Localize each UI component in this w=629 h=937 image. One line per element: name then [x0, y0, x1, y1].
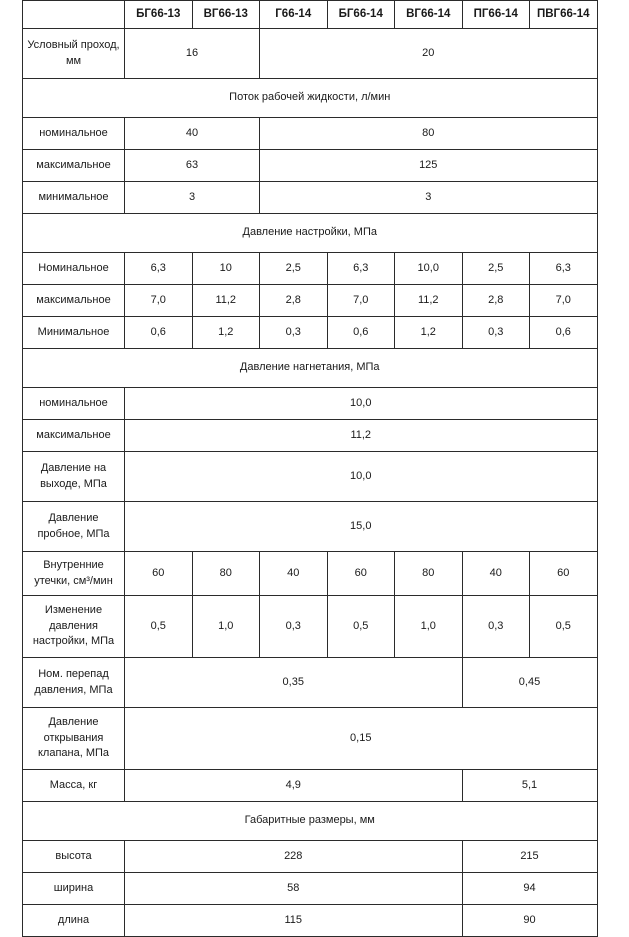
table-cell: 10 [192, 253, 260, 285]
table-cell: 0,3 [462, 596, 530, 658]
section-title: Давление настройки, МПа [23, 214, 598, 253]
table-cell: 60 [530, 552, 598, 596]
row-label: Давление на выходе, МПа [23, 452, 125, 502]
table-cell: 60 [327, 552, 395, 596]
table-cell: 7,0 [125, 285, 193, 317]
table-cell: 1,2 [192, 317, 260, 349]
row-label: максимальное [23, 150, 125, 182]
table-cell: 215 [462, 841, 597, 873]
table-cell: 2,5 [260, 253, 328, 285]
table-cell: 80 [192, 552, 260, 596]
table-cell: 0,6 [327, 317, 395, 349]
table-cell: 2,5 [462, 253, 530, 285]
row-label: Давление пробное, МПа [23, 502, 125, 552]
table-row [23, 502, 598, 552]
column-header-blank [23, 1, 125, 29]
table-cell: 90 [462, 905, 597, 937]
table-row [23, 285, 598, 317]
table-cell: 1,2 [395, 317, 463, 349]
row-label: длина [23, 905, 125, 937]
table-cell: 10,0 [125, 452, 598, 502]
table-row [23, 388, 598, 420]
table-cell: 0,5 [530, 596, 598, 658]
table-cell: 11,2 [395, 285, 463, 317]
specification-table-container [22, 0, 597, 937]
table-cell: 6,3 [530, 253, 598, 285]
table-cell: 6,3 [125, 253, 193, 285]
table-cell: 4,9 [125, 770, 463, 802]
column-header: ВГ66-14 [395, 1, 463, 29]
table-cell: 125 [260, 150, 598, 182]
section-title: Давление нагнетания, МПа [23, 349, 598, 388]
table-cell: 6,3 [327, 253, 395, 285]
table-cell: 15,0 [125, 502, 598, 552]
table-cell: 3 [260, 182, 598, 214]
row-label: Масса, кг [23, 770, 125, 802]
table-row [23, 118, 598, 150]
row-label: ширина [23, 873, 125, 905]
table-row [23, 552, 598, 596]
row-label: Минимальное [23, 317, 125, 349]
row-label: максимальное [23, 420, 125, 452]
table-cell: 0,5 [327, 596, 395, 658]
table-row [23, 452, 598, 502]
table-cell: 40 [125, 118, 260, 150]
row-label: номинальное [23, 118, 125, 150]
table-header-row [23, 1, 598, 29]
table-row [23, 658, 598, 708]
table-cell: 40 [462, 552, 530, 596]
row-label: Внутренние утечки, см³/мин [23, 552, 125, 596]
section-title: Поток рабочей жидкости, л/мин [23, 79, 598, 118]
row-label: высота [23, 841, 125, 873]
row-label: Давление открывания клапана, МПа [23, 708, 125, 770]
table-row [23, 770, 598, 802]
table-cell: 80 [395, 552, 463, 596]
table-cell: 0,3 [462, 317, 530, 349]
row-label: максимальное [23, 285, 125, 317]
row-label: Ном. перепад давления, МПа [23, 658, 125, 708]
table-cell: 0,3 [260, 596, 328, 658]
table-cell: 0,45 [462, 658, 597, 708]
column-header: ВГ66-13 [192, 1, 260, 29]
table-cell: 3 [125, 182, 260, 214]
table-section-row [23, 349, 598, 388]
row-label: номинальное [23, 388, 125, 420]
table-row [23, 150, 598, 182]
row-label: Изменение давления настройки, МПа [23, 596, 125, 658]
table-cell: 94 [462, 873, 597, 905]
table-cell: 10,0 [125, 388, 598, 420]
table-cell: 228 [125, 841, 463, 873]
table-cell: 2,8 [260, 285, 328, 317]
table-cell: 10,0 [395, 253, 463, 285]
table-cell: 60 [125, 552, 193, 596]
table-cell: 1,0 [192, 596, 260, 658]
table-cell: 40 [260, 552, 328, 596]
table-row [23, 29, 598, 79]
specification-table [22, 0, 598, 937]
table-cell: 0,5 [125, 596, 193, 658]
table-row [23, 596, 598, 658]
row-label: минимальное [23, 182, 125, 214]
table-cell: 16 [125, 29, 260, 79]
table-cell: 11,2 [192, 285, 260, 317]
column-header: ПГ66-14 [462, 1, 530, 29]
table-cell: 7,0 [327, 285, 395, 317]
table-row [23, 420, 598, 452]
table-cell: 0,6 [530, 317, 598, 349]
column-header: БГ66-13 [125, 1, 193, 29]
table-cell: 11,2 [125, 420, 598, 452]
table-cell: 20 [260, 29, 598, 79]
column-header: ПВГ66-14 [530, 1, 598, 29]
table-section-row [23, 79, 598, 118]
column-header: БГ66-14 [327, 1, 395, 29]
table-section-row [23, 802, 598, 841]
table-cell: 80 [260, 118, 598, 150]
row-label: Номинальное [23, 253, 125, 285]
table-cell: 5,1 [462, 770, 597, 802]
table-cell: 63 [125, 150, 260, 182]
table-cell: 0,3 [260, 317, 328, 349]
table-cell: 0,15 [125, 708, 598, 770]
table-cell: 2,8 [462, 285, 530, 317]
table-row [23, 317, 598, 349]
table-cell: 7,0 [530, 285, 598, 317]
table-row [23, 708, 598, 770]
table-row [23, 841, 598, 873]
column-header: Г66-14 [260, 1, 328, 29]
table-row [23, 182, 598, 214]
specification-table-body [23, 1, 598, 937]
table-row [23, 253, 598, 285]
table-cell: 58 [125, 873, 463, 905]
section-title: Габаритные размеры, мм [23, 802, 598, 841]
table-cell: 115 [125, 905, 463, 937]
table-cell: 0,6 [125, 317, 193, 349]
table-cell: 0,35 [125, 658, 463, 708]
table-section-row [23, 214, 598, 253]
table-row [23, 905, 598, 937]
row-label: Условный проход, мм [23, 29, 125, 79]
table-cell: 1,0 [395, 596, 463, 658]
